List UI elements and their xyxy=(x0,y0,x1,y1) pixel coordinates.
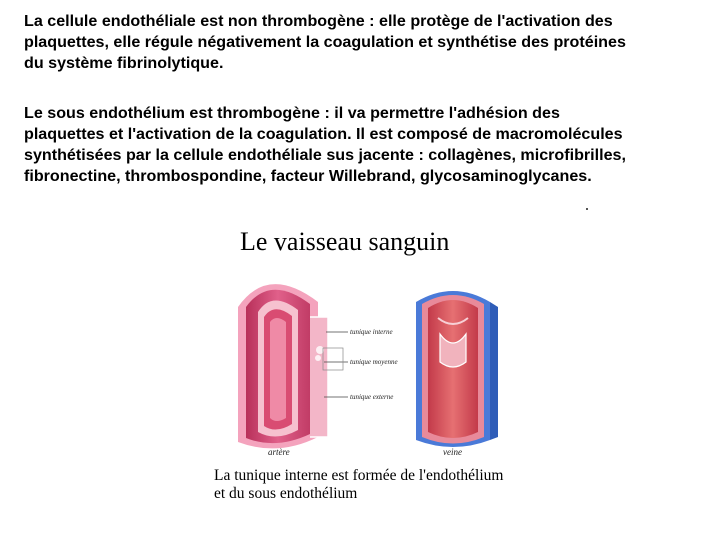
figure-caption xyxy=(214,467,503,503)
stray-dot xyxy=(586,208,588,210)
tunica-externa-label: tunique externe xyxy=(350,393,394,401)
text-line: plaquettes et l'activation de la coagulation. Il est composé de macromolécules xyxy=(24,125,623,143)
text-line: La cellule endothéliale est non thrombogène : elle protège de l'activation des xyxy=(24,12,613,30)
paragraph-endothelial-cell xyxy=(24,11,704,74)
tunica-media-label: tunique moyenne xyxy=(350,358,398,366)
artery-drawing xyxy=(238,284,328,448)
figure-title: Le vaisseau sanguin xyxy=(240,227,450,256)
artery-label: artère xyxy=(268,447,290,457)
blood-vessel-illustration xyxy=(228,262,528,462)
text-line: synthétisées par la cellule endothéliale sus jacente : collagènes, microfibrilles, xyxy=(24,146,626,164)
caption-line: et du sous endothélium xyxy=(214,485,358,502)
vein-label: veine xyxy=(443,447,462,457)
text-line: fibronectine, thrombospondine, facteur Willebrand, glycosaminoglycanes. xyxy=(24,167,592,185)
tunica-interna-label: tunique interne xyxy=(350,328,393,336)
caption-line: La tunique interne est formée de l'endothélium xyxy=(214,467,504,484)
text-line: du système fibrinolytique. xyxy=(24,54,224,72)
blood-vessel-diagram xyxy=(228,262,528,462)
text-line: Le sous endothélium est thrombogène : il va permettre l'adhésion des xyxy=(24,104,560,122)
paragraph-subendothelium xyxy=(24,103,704,187)
text-line: plaquettes, elle régule négativement la coagulation et synthétise des protéines xyxy=(24,33,626,51)
vein-drawing xyxy=(416,291,498,447)
